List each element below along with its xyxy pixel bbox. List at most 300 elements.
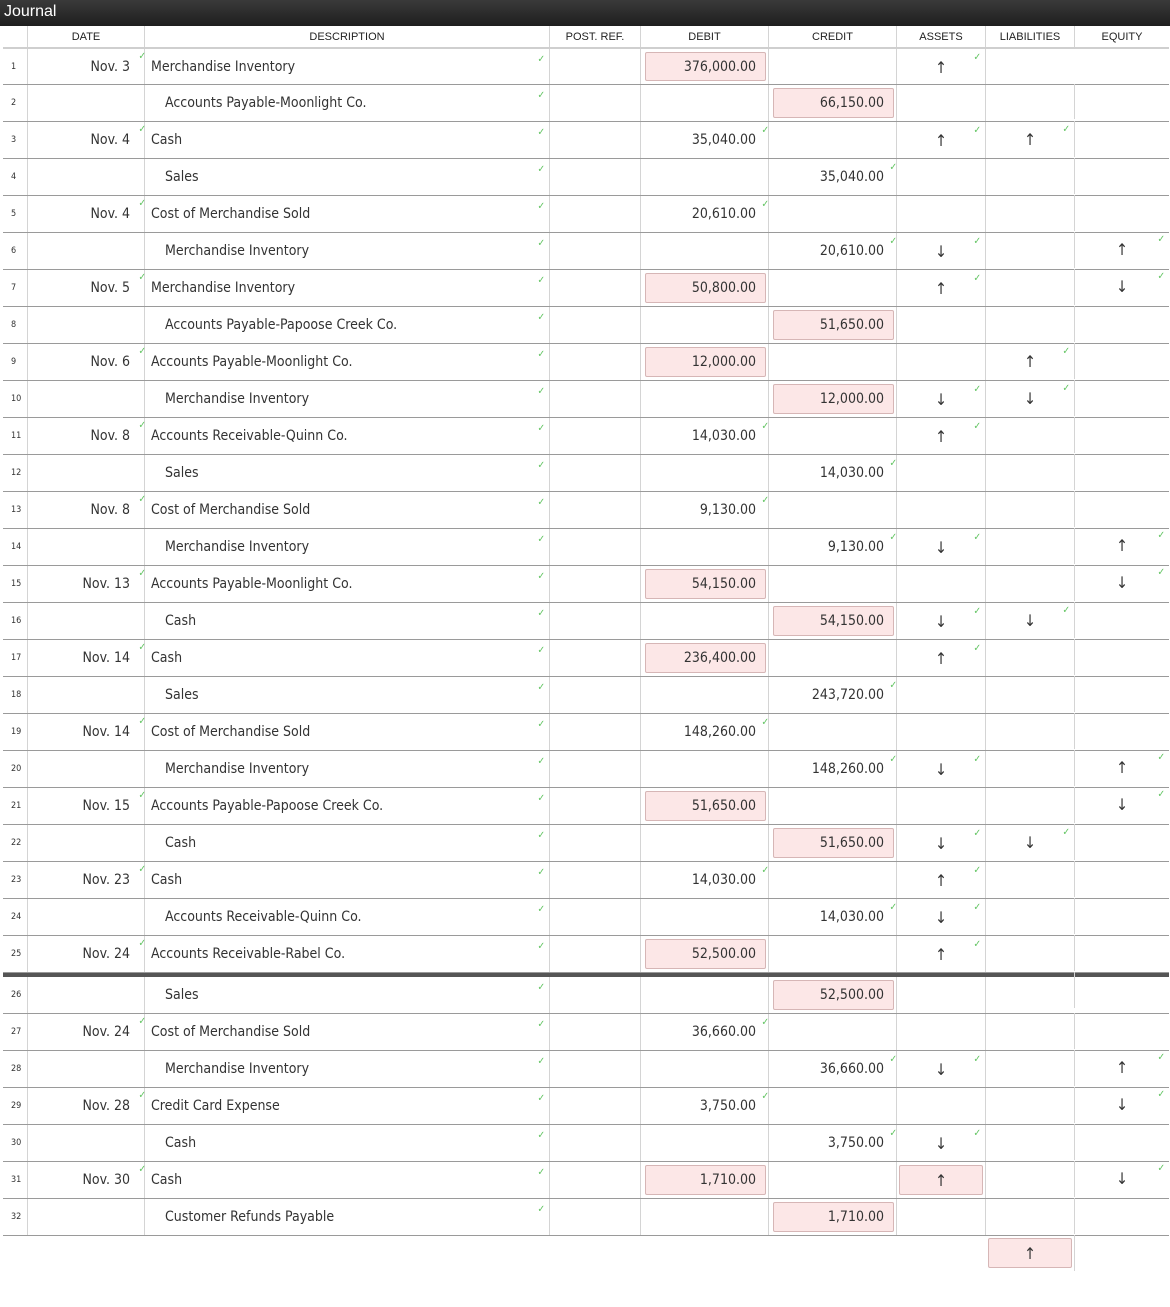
liabilities-effect[interactable] bbox=[986, 1235, 1075, 1271]
date-field[interactable] bbox=[28, 603, 145, 639]
date-field[interactable] bbox=[28, 418, 145, 454]
credit-value: 35,040.00 bbox=[819, 169, 884, 185]
date-field[interactable] bbox=[28, 1051, 145, 1087]
date-field[interactable] bbox=[28, 936, 145, 972]
description-field[interactable] bbox=[145, 233, 550, 269]
assets-effect[interactable] bbox=[897, 1162, 986, 1198]
debit-field[interactable] bbox=[641, 751, 769, 787]
assets-effect[interactable] bbox=[897, 196, 986, 232]
assets-effect[interactable] bbox=[897, 1014, 986, 1050]
post-ref-field[interactable] bbox=[550, 788, 641, 824]
debit-value: 52,500.00 bbox=[691, 946, 756, 962]
post-ref-field[interactable] bbox=[550, 418, 641, 454]
debit-field[interactable] bbox=[641, 49, 769, 84]
table-row bbox=[3, 381, 1169, 418]
check-icon: ✓ bbox=[761, 865, 769, 876]
description-field[interactable] bbox=[145, 936, 550, 972]
post-ref-field[interactable] bbox=[550, 862, 641, 898]
check-icon: ✓ bbox=[761, 421, 769, 432]
description-field[interactable] bbox=[145, 122, 550, 158]
debit-field[interactable] bbox=[641, 936, 769, 972]
date-field[interactable] bbox=[28, 233, 145, 269]
check-icon: ✓ bbox=[537, 275, 545, 286]
debit-field[interactable] bbox=[641, 862, 769, 898]
check-icon: ✓ bbox=[537, 90, 545, 101]
check-icon: ✓ bbox=[889, 1128, 897, 1139]
description-value: Accounts Receivable-Rabel Co. bbox=[151, 946, 346, 962]
date-field[interactable] bbox=[28, 307, 145, 343]
credit-field[interactable] bbox=[769, 977, 897, 1013]
assets-effect[interactable] bbox=[897, 566, 986, 602]
check-icon: ✓ bbox=[537, 423, 545, 434]
row-number: 8 bbox=[3, 307, 28, 343]
assets-effect[interactable] bbox=[897, 233, 986, 269]
post-ref-field[interactable] bbox=[550, 270, 641, 306]
table-row bbox=[3, 270, 1169, 307]
arrow-up-icon: ↑ bbox=[934, 945, 948, 964]
assets-effect[interactable] bbox=[897, 1088, 986, 1124]
description-field[interactable] bbox=[145, 1199, 550, 1235]
credit-field[interactable] bbox=[769, 825, 897, 861]
check-icon: ✓ bbox=[537, 127, 545, 138]
assets-effect[interactable] bbox=[897, 936, 986, 972]
assets-effect[interactable] bbox=[897, 640, 986, 676]
description-field[interactable] bbox=[145, 977, 550, 1013]
assets-effect[interactable] bbox=[897, 85, 986, 121]
assets-effect[interactable] bbox=[897, 270, 986, 306]
description-field[interactable] bbox=[145, 344, 550, 380]
description-value: Merchandise Inventory bbox=[151, 59, 296, 75]
row-number: 13 bbox=[3, 492, 28, 528]
debit-field[interactable] bbox=[641, 1199, 769, 1235]
credit-field[interactable] bbox=[769, 936, 897, 972]
debit-field[interactable] bbox=[641, 270, 769, 306]
check-icon: ✓ bbox=[889, 680, 897, 691]
check-icon: ✓ bbox=[537, 1093, 545, 1104]
credit-value: 3,750.00 bbox=[827, 1135, 884, 1151]
credit-field[interactable] bbox=[769, 307, 897, 343]
description-value: Merchandise Inventory bbox=[165, 539, 310, 555]
post-ref-field[interactable] bbox=[550, 677, 641, 713]
post-ref-field[interactable] bbox=[550, 1088, 641, 1124]
assets-effect[interactable] bbox=[897, 381, 986, 417]
description-field[interactable] bbox=[145, 1014, 550, 1050]
arrow-up-icon: ↑ bbox=[1115, 1058, 1129, 1077]
date-field[interactable] bbox=[28, 455, 145, 491]
date-value: Nov. 6 bbox=[90, 354, 130, 370]
credit-field[interactable] bbox=[769, 49, 897, 84]
row-number: 19 bbox=[3, 714, 28, 750]
description-field[interactable] bbox=[145, 529, 550, 565]
date-value: Nov. 13 bbox=[82, 576, 130, 592]
debit-field[interactable] bbox=[641, 1051, 769, 1087]
row-number: 7 bbox=[3, 270, 28, 306]
equity-effect[interactable] bbox=[1075, 1234, 1169, 1270]
debit-value: 14,030.00 bbox=[691, 428, 756, 444]
description-field[interactable] bbox=[145, 418, 550, 454]
debit-field[interactable] bbox=[641, 233, 769, 269]
debit-field[interactable] bbox=[641, 492, 769, 528]
arrow-down-icon: ↓ bbox=[1023, 833, 1037, 852]
debit-field[interactable] bbox=[641, 418, 769, 454]
assets-effect[interactable] bbox=[897, 1199, 986, 1235]
debit-field[interactable] bbox=[641, 381, 769, 417]
debit-field[interactable] bbox=[641, 1088, 769, 1124]
date-field[interactable] bbox=[28, 1014, 145, 1050]
debit-field[interactable] bbox=[641, 159, 769, 195]
credit-value: 148,260.00 bbox=[811, 761, 884, 777]
date-field[interactable] bbox=[28, 899, 145, 935]
table-row bbox=[3, 825, 1169, 862]
description-field[interactable] bbox=[145, 1125, 550, 1161]
description-field[interactable] bbox=[145, 455, 550, 491]
description-value: Cash bbox=[151, 1172, 183, 1188]
check-icon: ✓ bbox=[138, 568, 146, 579]
date-value: Nov. 24 bbox=[82, 1024, 130, 1040]
credit-field[interactable] bbox=[769, 529, 897, 565]
description-field[interactable] bbox=[145, 381, 550, 417]
date-value: Nov. 3 bbox=[90, 59, 130, 75]
credit-field[interactable] bbox=[769, 418, 897, 454]
header-liabilities: LIABILITIES bbox=[986, 26, 1075, 47]
arrow-down-icon: ↓ bbox=[1115, 277, 1129, 296]
post-ref-field[interactable] bbox=[550, 344, 641, 380]
assets-effect[interactable] bbox=[897, 677, 986, 713]
description-field[interactable] bbox=[145, 899, 550, 935]
check-icon: ✓ bbox=[537, 1204, 545, 1215]
check-icon: ✓ bbox=[761, 1091, 769, 1102]
debit-field[interactable] bbox=[641, 899, 769, 935]
journal-rows bbox=[3, 48, 1169, 1263]
credit-field[interactable] bbox=[769, 233, 897, 269]
post-ref-field[interactable] bbox=[550, 492, 641, 528]
credit-field[interactable] bbox=[769, 1125, 897, 1161]
description-field[interactable] bbox=[145, 85, 550, 121]
row-number: 5 bbox=[3, 196, 28, 232]
date-field[interactable] bbox=[28, 1162, 145, 1198]
assets-effect[interactable] bbox=[897, 899, 986, 935]
check-icon: ✓ bbox=[138, 494, 146, 505]
credit-field[interactable] bbox=[769, 899, 897, 935]
credit-field[interactable] bbox=[769, 196, 897, 232]
date-field[interactable] bbox=[28, 677, 145, 713]
date-value: Nov. 14 bbox=[82, 650, 130, 666]
check-icon: ✓ bbox=[1157, 1089, 1165, 1100]
row-number: 14 bbox=[3, 529, 28, 565]
description-field[interactable] bbox=[145, 714, 550, 750]
debit-field[interactable] bbox=[641, 714, 769, 750]
description-field[interactable] bbox=[145, 1051, 550, 1087]
post-ref-field[interactable] bbox=[550, 825, 641, 861]
description-field[interactable] bbox=[145, 566, 550, 602]
debit-field[interactable] bbox=[641, 977, 769, 1013]
row-number: 16 bbox=[3, 603, 28, 639]
credit-value: 20,610.00 bbox=[819, 243, 884, 259]
debit-field[interactable] bbox=[641, 1162, 769, 1198]
date-field[interactable] bbox=[28, 788, 145, 824]
date-field[interactable] bbox=[28, 1125, 145, 1161]
date-field[interactable] bbox=[28, 566, 145, 602]
assets-effect[interactable] bbox=[897, 492, 986, 528]
debit-value: 51,650.00 bbox=[691, 798, 756, 814]
check-icon: ✓ bbox=[537, 54, 545, 65]
post-ref-field[interactable] bbox=[550, 159, 641, 195]
credit-field[interactable] bbox=[769, 566, 897, 602]
row-number: 10 bbox=[3, 381, 28, 417]
credit-field[interactable] bbox=[769, 122, 897, 158]
arrow-up-icon: ↑ bbox=[934, 58, 948, 77]
credit-field[interactable] bbox=[769, 1051, 897, 1087]
post-ref-field[interactable] bbox=[550, 529, 641, 565]
debit-field[interactable] bbox=[641, 677, 769, 713]
debit-field[interactable] bbox=[641, 1125, 769, 1161]
date-field[interactable] bbox=[28, 270, 145, 306]
table-row bbox=[3, 122, 1169, 159]
date-value: Nov. 8 bbox=[90, 428, 130, 444]
post-ref-field[interactable] bbox=[550, 49, 641, 84]
description-field[interactable] bbox=[145, 492, 550, 528]
check-icon: ✓ bbox=[138, 198, 146, 209]
assets-effect[interactable] bbox=[897, 49, 986, 84]
date-value: Nov. 15 bbox=[82, 798, 130, 814]
credit-field[interactable] bbox=[769, 1162, 897, 1198]
date-value: Nov. 4 bbox=[90, 206, 130, 222]
description-field[interactable] bbox=[145, 196, 550, 232]
debit-field[interactable] bbox=[641, 307, 769, 343]
post-ref-field[interactable] bbox=[550, 1014, 641, 1050]
check-icon: ✓ bbox=[537, 312, 545, 323]
credit-field[interactable] bbox=[769, 862, 897, 898]
row-number: 2 bbox=[3, 85, 28, 121]
header-credit: CREDIT bbox=[769, 26, 897, 47]
check-icon: ✓ bbox=[761, 1017, 769, 1028]
post-ref-field[interactable] bbox=[550, 936, 641, 972]
post-ref-field[interactable] bbox=[550, 307, 641, 343]
credit-field[interactable] bbox=[769, 381, 897, 417]
post-ref-field[interactable] bbox=[550, 566, 641, 602]
debit-field[interactable] bbox=[641, 85, 769, 121]
table-row bbox=[3, 936, 1169, 973]
post-ref-field[interactable] bbox=[550, 381, 641, 417]
description-value: Sales bbox=[165, 465, 199, 481]
check-icon: ✓ bbox=[889, 162, 897, 173]
post-ref-field[interactable] bbox=[550, 977, 641, 1013]
debit-value: 3,750.00 bbox=[699, 1098, 756, 1114]
assets-effect[interactable] bbox=[897, 603, 986, 639]
description-field[interactable] bbox=[145, 270, 550, 306]
date-field[interactable] bbox=[28, 1088, 145, 1124]
post-ref-field[interactable] bbox=[550, 233, 641, 269]
credit-field[interactable] bbox=[769, 85, 897, 121]
credit-field[interactable] bbox=[769, 1199, 897, 1235]
credit-field[interactable] bbox=[769, 455, 897, 491]
header-equity: EQUITY bbox=[1101, 31, 1143, 43]
post-ref-field[interactable] bbox=[550, 1051, 641, 1087]
description-value: Accounts Receivable-Quinn Co. bbox=[151, 428, 348, 444]
post-ref-field[interactable] bbox=[550, 455, 641, 491]
credit-field[interactable] bbox=[769, 159, 897, 195]
date-field[interactable] bbox=[28, 977, 145, 1013]
debit-field[interactable] bbox=[641, 566, 769, 602]
assets-effect[interactable] bbox=[897, 529, 986, 565]
description-field[interactable] bbox=[145, 307, 550, 343]
post-ref-field[interactable] bbox=[550, 640, 641, 676]
date-value: Nov. 5 bbox=[90, 280, 130, 296]
row-number: 20 bbox=[3, 751, 28, 787]
check-icon: ✓ bbox=[138, 346, 146, 357]
date-field[interactable] bbox=[28, 381, 145, 417]
date-field[interactable] bbox=[28, 122, 145, 158]
date-field[interactable] bbox=[28, 344, 145, 380]
check-icon: ✓ bbox=[537, 982, 545, 993]
table-row bbox=[3, 751, 1169, 788]
debit-field[interactable] bbox=[641, 1014, 769, 1050]
description-field[interactable] bbox=[145, 603, 550, 639]
debit-field[interactable] bbox=[641, 196, 769, 232]
check-icon: ✓ bbox=[138, 864, 146, 875]
assets-effect[interactable] bbox=[897, 455, 986, 491]
assets-effect[interactable] bbox=[897, 122, 986, 158]
description-field[interactable] bbox=[145, 677, 550, 713]
check-icon: ✓ bbox=[537, 941, 545, 952]
check-icon: ✓ bbox=[537, 1130, 545, 1141]
credit-field[interactable] bbox=[769, 1088, 897, 1124]
description-field[interactable] bbox=[145, 640, 550, 676]
date-field[interactable] bbox=[28, 825, 145, 861]
arrow-up-icon: ↑ bbox=[934, 649, 948, 668]
check-icon: ✓ bbox=[761, 199, 769, 210]
debit-field[interactable] bbox=[641, 825, 769, 861]
description-field[interactable] bbox=[145, 159, 550, 195]
description-field[interactable] bbox=[145, 751, 550, 787]
post-ref-field[interactable] bbox=[550, 1162, 641, 1198]
debit-value: 236,400.00 bbox=[683, 650, 756, 666]
debit-field[interactable] bbox=[641, 455, 769, 491]
arrow-up-icon: ↑ bbox=[1115, 758, 1129, 777]
post-ref-field[interactable] bbox=[550, 85, 641, 121]
date-value: Nov. 30 bbox=[82, 1172, 130, 1188]
date-field[interactable] bbox=[28, 159, 145, 195]
debit-field[interactable] bbox=[641, 603, 769, 639]
debit-field[interactable] bbox=[641, 122, 769, 158]
assets-effect[interactable] bbox=[897, 1051, 986, 1087]
description-field[interactable] bbox=[145, 1162, 550, 1198]
post-ref-field[interactable] bbox=[550, 603, 641, 639]
assets-effect[interactable] bbox=[897, 307, 986, 343]
description-field[interactable] bbox=[145, 825, 550, 861]
arrow-up-icon: ↑ bbox=[934, 427, 948, 446]
header-debit: DEBIT bbox=[641, 26, 769, 47]
post-ref-field[interactable] bbox=[550, 751, 641, 787]
debit-field[interactable] bbox=[641, 344, 769, 380]
check-icon: ✓ bbox=[1062, 827, 1070, 838]
description-value: Merchandise Inventory bbox=[165, 391, 310, 407]
description-value: Accounts Payable-Papoose Creek Co. bbox=[165, 317, 398, 333]
post-ref-field[interactable] bbox=[550, 899, 641, 935]
credit-field[interactable] bbox=[769, 1014, 897, 1050]
date-field[interactable] bbox=[28, 640, 145, 676]
description-value: Merchandise Inventory bbox=[165, 243, 310, 259]
date-field[interactable] bbox=[28, 862, 145, 898]
check-icon: ✓ bbox=[138, 790, 146, 801]
post-ref-field[interactable] bbox=[550, 196, 641, 232]
equity-effect[interactable] bbox=[1075, 1271, 1169, 1307]
credit-value: 9,130.00 bbox=[827, 539, 884, 555]
credit-value: 51,650.00 bbox=[819, 835, 884, 851]
check-icon: ✓ bbox=[889, 236, 897, 247]
check-icon: ✓ bbox=[537, 904, 545, 915]
assets-effect[interactable] bbox=[897, 1125, 986, 1161]
assets-effect[interactable] bbox=[897, 159, 986, 195]
assets-effect[interactable] bbox=[897, 751, 986, 787]
date-field[interactable] bbox=[28, 196, 145, 232]
assets-effect[interactable] bbox=[897, 977, 986, 1013]
check-icon: ✓ bbox=[138, 642, 146, 653]
debit-field[interactable] bbox=[641, 529, 769, 565]
post-ref-field[interactable] bbox=[550, 714, 641, 750]
row-number: 15 bbox=[3, 566, 28, 602]
date-value: Nov. 14 bbox=[82, 724, 130, 740]
date-field[interactable] bbox=[28, 529, 145, 565]
credit-field[interactable] bbox=[769, 640, 897, 676]
description-field[interactable] bbox=[145, 1088, 550, 1124]
assets-effect[interactable] bbox=[897, 418, 986, 454]
table-row bbox=[3, 862, 1169, 899]
arrow-down-icon: ↓ bbox=[934, 760, 948, 779]
date-field[interactable] bbox=[28, 49, 145, 84]
description-field[interactable] bbox=[145, 788, 550, 824]
assets-effect[interactable] bbox=[897, 862, 986, 898]
arrow-down-icon: ↓ bbox=[1115, 795, 1129, 814]
description-field[interactable] bbox=[145, 49, 550, 84]
assets-effect[interactable] bbox=[897, 825, 986, 861]
credit-value: 51,650.00 bbox=[819, 317, 884, 333]
date-field[interactable] bbox=[28, 1199, 145, 1235]
credit-field[interactable] bbox=[769, 751, 897, 787]
credit-field[interactable] bbox=[769, 714, 897, 750]
arrow-down-icon: ↓ bbox=[934, 834, 948, 853]
credit-field[interactable] bbox=[769, 603, 897, 639]
credit-field[interactable] bbox=[769, 270, 897, 306]
date-field[interactable] bbox=[28, 714, 145, 750]
assets-effect[interactable] bbox=[897, 788, 986, 824]
check-icon: ✓ bbox=[537, 571, 545, 582]
check-icon: ✓ bbox=[537, 238, 545, 249]
check-icon: ✓ bbox=[1062, 124, 1070, 135]
debit-field[interactable] bbox=[641, 788, 769, 824]
credit-field[interactable] bbox=[769, 492, 897, 528]
assets-effect[interactable] bbox=[897, 714, 986, 750]
date-field[interactable] bbox=[28, 751, 145, 787]
credit-field[interactable] bbox=[769, 788, 897, 824]
assets-effect[interactable] bbox=[897, 344, 986, 380]
post-ref-field[interactable] bbox=[550, 1125, 641, 1161]
check-icon: ✓ bbox=[537, 201, 545, 212]
check-icon: ✓ bbox=[761, 125, 769, 136]
arrow-up-icon: ↑ bbox=[934, 131, 948, 150]
check-icon: ✓ bbox=[138, 1164, 146, 1175]
description-field[interactable] bbox=[145, 862, 550, 898]
debit-field[interactable] bbox=[641, 640, 769, 676]
date-field[interactable] bbox=[28, 85, 145, 121]
date-field[interactable] bbox=[28, 492, 145, 528]
table-row bbox=[3, 1051, 1169, 1088]
post-ref-field[interactable] bbox=[550, 1199, 641, 1235]
table-row bbox=[3, 529, 1169, 566]
post-ref-field[interactable] bbox=[550, 122, 641, 158]
credit-field[interactable] bbox=[769, 344, 897, 380]
credit-field[interactable] bbox=[769, 677, 897, 713]
